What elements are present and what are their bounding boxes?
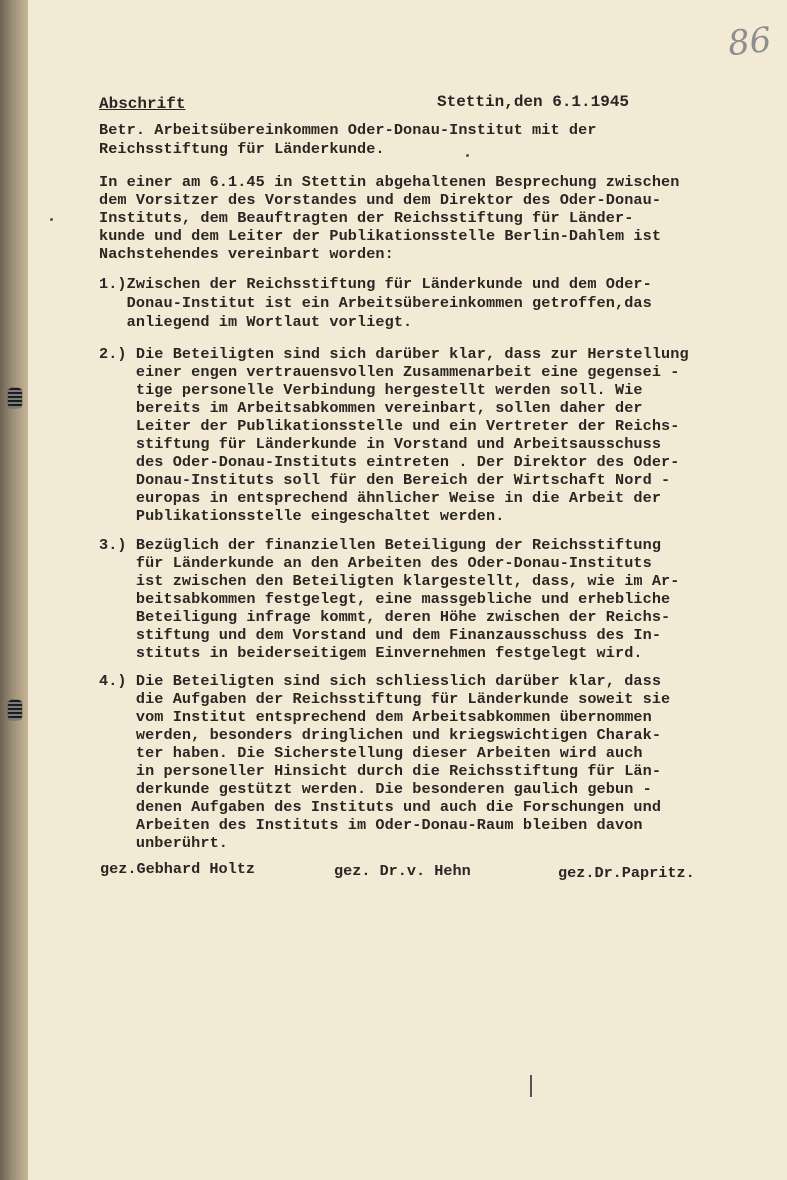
text-line: kunde und dem Leiter der Publikationsstelle Berlin-Dahlem ist	[99, 227, 662, 245]
text-line: werden, besonders dringlichen und kriegswichtigen Charak-	[99, 726, 662, 744]
text-line: des Oder-Donau-Instituts eintreten . Der Direktor des Oder-	[99, 453, 680, 471]
ink-speck	[50, 218, 53, 221]
text-line: Leiter der Publikationsstelle und ein Vertreter der Reichs-	[99, 417, 680, 435]
text-line: Donau-Institut ist ein Arbeitsübereinkommen getroffen,das	[99, 294, 652, 312]
text-line: 4.) Die Beteiligten sind sich schliesslich darüber klar, dass	[99, 672, 662, 690]
signature-papritz: gez.Dr.Papritz.	[558, 864, 695, 882]
text-line: Beteiligung infrage kommt, deren Höhe zwischen der Reichs-	[99, 608, 671, 626]
text-line: Donau-Instituts soll für den Bereich der Wirtschaft Nord -	[99, 471, 671, 489]
text-line: unberührt.	[99, 834, 228, 852]
text-line: Arbeiten des Instituts im Oder-Donau-Raum bleiben davon	[99, 816, 643, 834]
text-line: ist zwischen den Beteiligten klargestellt, dass, wie im Ar-	[99, 572, 680, 590]
text-line: 2.) Die Beteiligten sind sich darüber klar, dass zur Herstellung	[99, 345, 689, 363]
text-line: Instituts, dem Beauftragten der Reichsstiftung für Länder-	[99, 209, 634, 227]
binder-edge	[0, 0, 29, 1180]
text-line: Publikationsstelle eingeschaltet werden.	[99, 507, 505, 525]
text-line: In einer am 6.1.45 in Stettin abgehaltenen Besprechung zwischen	[99, 173, 680, 191]
text-line: 1.)Zwischen der Reichsstiftung für Länderkunde und dem Oder-	[99, 275, 652, 293]
text-line: stiftung für Länderkunde in Vorstand und Arbeitsausschuss	[99, 435, 662, 453]
text-line: europas in entsprechend ähnlicher Weise in die Arbeit der	[99, 489, 662, 507]
document-label: Abschrift	[99, 95, 186, 113]
text-line: 3.) Bezüglich der finanziellen Beteiligung der Reichsstiftung	[99, 536, 662, 554]
binder-ring-bottom	[8, 700, 22, 720]
text-line: derkunde gestützt werden. Die besonderen gaulich gebun -	[99, 780, 652, 798]
subject-line: Betr. Arbeitsübereinkommen Oder-Donau-Institut mit der	[99, 121, 597, 139]
text-line: stituts in beiderseitigem Einvernehmen festgelegt wird.	[99, 644, 643, 662]
signature-hehn: gez. Dr.v. Hehn	[334, 862, 471, 880]
text-line: dem Vorsitzer des Vorstandes und dem Direktor des Oder-Donau-	[99, 191, 662, 209]
text-line: beitsabkommen festgelegt, eine massgebliche und erhebliche	[99, 590, 671, 608]
binder-ring-top	[8, 388, 22, 408]
text-line: für Länderkunde an den Arbeiten des Oder-Donau-Instituts	[99, 554, 652, 572]
text-line: anliegend im Wortlaut vorliegt.	[99, 313, 413, 331]
text-line: in personeller Hinsicht durch die Reichsstiftung für Län-	[99, 762, 662, 780]
text-line: bereits im Arbeitsabkommen vereinbart, sollen daher der	[99, 399, 643, 417]
text-line: Nachstehendes vereinbart worden:	[99, 245, 394, 263]
ink-speck	[466, 154, 469, 157]
document-page	[28, 0, 787, 1180]
text-line: denen Aufgaben des Instituts und auch die Forschungen und	[99, 798, 662, 816]
text-line: einer engen vertrauensvollen Zusammenarbeit eine gegensei -	[99, 363, 680, 381]
text-line: vom Institut entsprechend dem Arbeitsabkommen übernommen	[99, 708, 652, 726]
pencil-mark	[530, 1075, 532, 1097]
folio-number: 86	[726, 19, 774, 65]
subject-line: Reichsstiftung für Länderkunde.	[99, 140, 385, 158]
text-line: ter haben. Die Sicherstellung dieser Arbeiten wird auch	[99, 744, 643, 762]
signature-holtz: gez.Gebhard Holtz	[100, 860, 255, 878]
text-line: die Aufgaben der Reichsstiftung für Länderkunde soweit sie	[99, 690, 671, 708]
text-line: tige personelle Verbindung hergestellt werden soll. Wie	[99, 381, 643, 399]
text-line: stiftung und dem Vorstand und dem Finanzausschuss des In-	[99, 626, 662, 644]
place-date: Stettin,den 6.1.1945	[437, 93, 630, 111]
